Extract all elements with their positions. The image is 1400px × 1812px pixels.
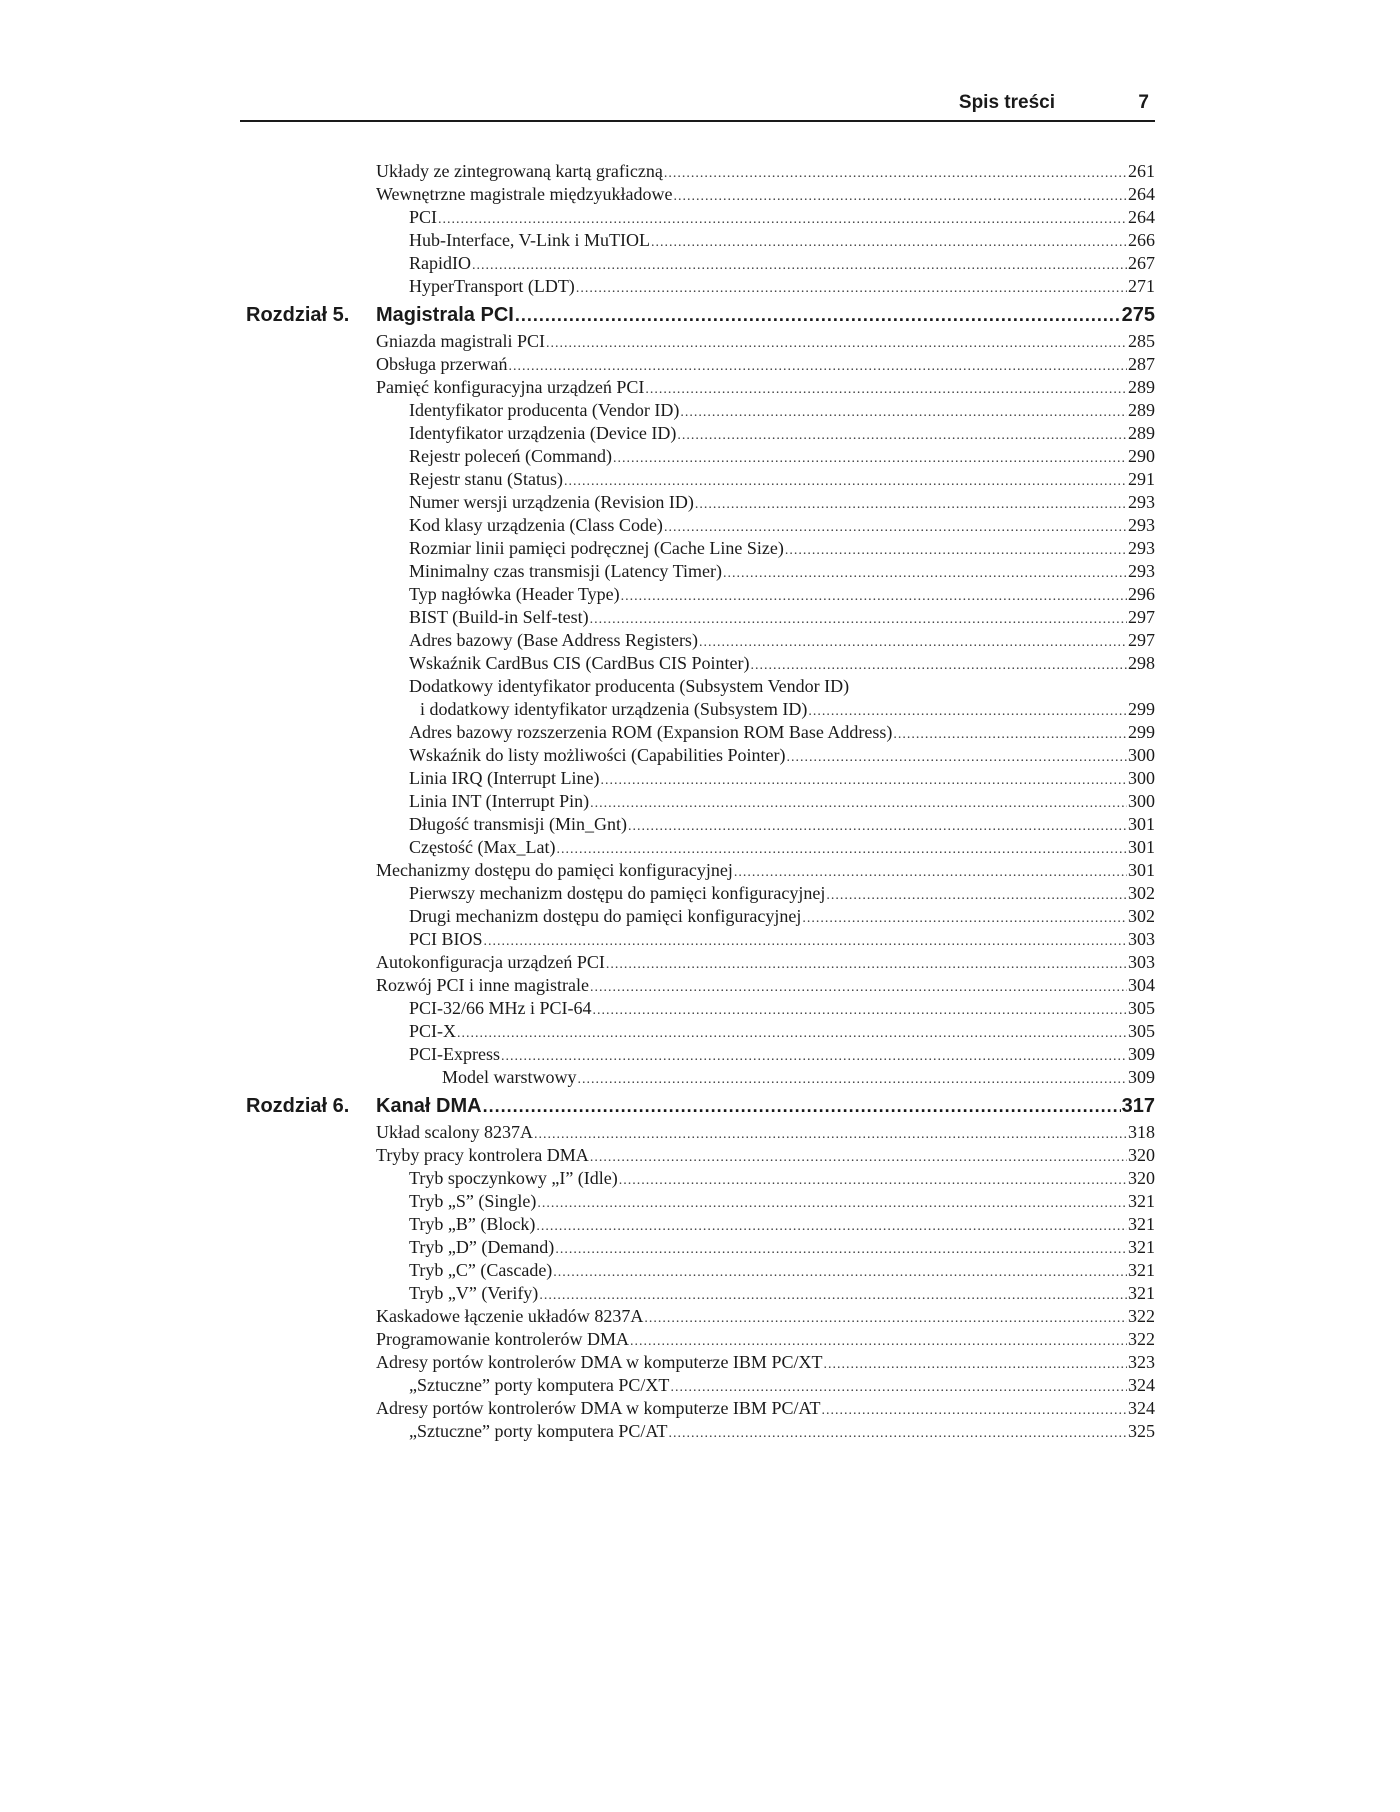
dot-leader [893, 723, 1127, 746]
toc-entry [240, 1144, 1155, 1167]
dot-leader [668, 1422, 1127, 1445]
toc-entry-title: Typ nagłówka (Header Type) [409, 584, 620, 604]
toc-entry [240, 836, 1155, 859]
toc-entry-title: Hub-Interface, V-Link i MuTIOL [409, 230, 650, 250]
toc-entry-title: Długość transmisji (Min_Gnt) [409, 814, 627, 834]
toc-entry [240, 974, 1155, 997]
dot-leader [536, 1215, 1127, 1238]
toc-entry-page: 301 [1128, 837, 1155, 857]
toc-entry [240, 790, 1155, 813]
toc-entry-title: i dodatkowy identyfikator urządzenia (Subsystem ID) [420, 699, 808, 719]
toc-entry [240, 229, 1155, 252]
toc-entry [240, 1043, 1155, 1066]
toc-entry-title: BIST (Build-in Self-test) [409, 607, 589, 627]
dot-leader [508, 355, 1127, 378]
dot-leader [695, 493, 1127, 516]
toc-entry-page: 264 [1128, 207, 1155, 227]
dot-leader [515, 300, 1121, 330]
toc-entry [240, 629, 1155, 652]
dot-leader [785, 539, 1127, 562]
dot-leader [600, 769, 1127, 792]
dot-leader [539, 1284, 1127, 1307]
toc-entry-title: Rozmiar linii pamięci podręcznej (Cache Line Size) [409, 538, 784, 558]
toc-entry-title: Wskaźnik do listy możliwości (Capabilities Pointer) [409, 745, 786, 765]
dot-leader [808, 700, 1127, 723]
toc-entry-page: 320 [1128, 1168, 1155, 1188]
dot-leader [680, 401, 1127, 424]
toc-entry-title: Tryb „C” (Cascade) [409, 1260, 553, 1280]
dot-leader [555, 1238, 1127, 1261]
toc-entry [240, 583, 1155, 606]
toc-entry-page: 325 [1128, 1421, 1155, 1441]
toc-entry [240, 905, 1155, 928]
toc-entry-title: Częstość (Max_Lat) [409, 837, 556, 857]
toc-entry-title: Tryb spoczynkowy „I” (Idle) [409, 1168, 618, 1188]
toc-entry [240, 1213, 1155, 1236]
toc-entry-title: Magistrala PCI [376, 304, 514, 326]
toc-entry [240, 652, 1155, 675]
toc-entry-title: Minimalny czas transmisji (Latency Timer) [409, 561, 722, 581]
toc-entry-title: PCI-32/66 MHz i PCI-64 [409, 998, 592, 1018]
toc-entry [240, 1305, 1155, 1328]
dot-leader [734, 861, 1127, 884]
toc-entry-title: Programowanie kontrolerów DMA [376, 1329, 629, 1349]
toc-entry-page: 309 [1128, 1067, 1155, 1087]
toc-entry-title: Wskaźnik CardBus CIS (CardBus CIS Pointer) [409, 653, 750, 673]
toc-entry [240, 813, 1155, 836]
toc-entry-page: 321 [1128, 1237, 1155, 1257]
toc-entry-page: 264 [1128, 184, 1155, 204]
toc-entry-title: Numer wersji urządzenia (Revision ID) [409, 492, 694, 512]
toc-entry-page: 289 [1128, 400, 1155, 420]
toc-entry [240, 206, 1155, 229]
toc-entry-title: PCI-Express [409, 1044, 500, 1064]
toc-entry [240, 698, 1155, 721]
dot-leader [619, 1169, 1127, 1192]
toc-entry [240, 560, 1155, 583]
toc-entry [240, 882, 1155, 905]
header-page-number: 7 [1138, 92, 1149, 113]
toc-entry-title: Pamięć konfiguracyjna urządzeń PCI [376, 377, 645, 397]
toc-entry-title: Pierwszy mechanizm dostępu do pamięci konfiguracyjnej [409, 883, 826, 903]
toc-entry [240, 491, 1155, 514]
dot-leader [723, 562, 1127, 585]
toc-entry-title: Rejestr poleceń (Command) [409, 446, 612, 466]
toc-entry [240, 399, 1155, 422]
toc-entry [240, 1236, 1155, 1259]
running-header [240, 90, 1155, 122]
toc-entry [240, 468, 1155, 491]
toc-entry-title: Układy ze zintegrowaną kartą graficzną [376, 161, 663, 181]
dot-leader [537, 1192, 1127, 1215]
chapter-label: Rozdział 5. [246, 304, 350, 326]
toc-entry-title: Adresy portów kontrolerów DMA w komputerze IBM PC/AT [376, 1398, 821, 1418]
toc-entry-page: 322 [1128, 1329, 1155, 1349]
dot-leader [664, 162, 1127, 185]
toc-entry-page: 299 [1128, 699, 1155, 719]
dot-leader [472, 254, 1127, 277]
dot-leader [750, 654, 1127, 677]
toc-entry-page: 289 [1128, 377, 1155, 397]
toc-entry [240, 1121, 1155, 1144]
toc-entry-title: Tryb „S” (Single) [409, 1191, 537, 1211]
toc-chapter-entry [240, 1091, 1155, 1121]
toc-entry-page: 324 [1128, 1398, 1155, 1418]
toc-entry-title: „Sztuczne” porty komputera PC/XT [409, 1375, 670, 1395]
dot-leader [821, 1399, 1127, 1422]
dot-leader [630, 1330, 1127, 1353]
toc-entry-page: 300 [1128, 791, 1155, 811]
toc-entry [240, 1190, 1155, 1213]
dot-leader [670, 1376, 1127, 1399]
dot-leader [564, 470, 1127, 493]
dot-leader [546, 332, 1127, 355]
toc-entry [240, 330, 1155, 353]
dot-leader [457, 1022, 1127, 1045]
dot-leader [628, 815, 1127, 838]
toc-entry [240, 675, 1155, 698]
toc-entry-page: 301 [1128, 860, 1155, 880]
toc-entry [240, 767, 1155, 790]
toc-entry-page: 304 [1128, 975, 1155, 995]
toc-entry-page: 323 [1128, 1352, 1155, 1372]
toc-entry-title: „Sztuczne” porty komputera PC/AT [409, 1421, 668, 1441]
toc-entry-title: Rozwój PCI i inne magistrale [376, 975, 589, 995]
dot-leader [823, 1353, 1127, 1376]
toc-entry-page: 299 [1128, 722, 1155, 742]
toc-entry [240, 376, 1155, 399]
chapter-label: Rozdział 6. [246, 1095, 350, 1117]
dot-leader [556, 838, 1127, 861]
toc-entry [240, 1420, 1155, 1443]
toc-entry-page: 290 [1128, 446, 1155, 466]
toc-entry [240, 1167, 1155, 1190]
toc-entry-page: 303 [1128, 952, 1155, 972]
toc-entry-page: 305 [1128, 1021, 1155, 1041]
toc-entry [240, 1259, 1155, 1282]
dot-leader [613, 447, 1127, 470]
toc-entry-title: Kod klasy urządzenia (Class Code) [409, 515, 663, 535]
toc-entry-title: Kaskadowe łączenie układów 8237A [376, 1306, 644, 1326]
toc-entry-page: 296 [1128, 584, 1155, 604]
toc-entry-title: Tryb „B” (Block) [409, 1214, 536, 1234]
toc-entry [240, 951, 1155, 974]
toc-entry-page: 293 [1128, 538, 1155, 558]
toc-entry-page: 309 [1128, 1044, 1155, 1064]
toc-entry-title: Wewnętrzne magistrale międzyukładowe [376, 184, 673, 204]
toc-entry-page: 271 [1128, 276, 1155, 296]
dot-leader [786, 746, 1127, 769]
toc-entry [240, 275, 1155, 298]
toc-entry-page: 322 [1128, 1306, 1155, 1326]
toc-entry-page: 300 [1128, 745, 1155, 765]
toc-entry-title: Drugi mechanizm dostępu do pamięci konfiguracyjnej [409, 906, 802, 926]
dot-leader [577, 1068, 1127, 1091]
toc-entry [240, 1328, 1155, 1351]
toc-entry-title: Kanał DMA [376, 1095, 482, 1117]
toc-entry [240, 1282, 1155, 1305]
toc-entry-title: Mechanizmy dostępu do pamięci konfiguracyjnej [376, 860, 733, 880]
toc-entry-page: 289 [1128, 423, 1155, 443]
toc-entry [240, 1066, 1155, 1089]
dot-leader [534, 1123, 1127, 1146]
toc-entry-page: 297 [1128, 630, 1155, 650]
dot-leader [673, 185, 1127, 208]
toc-entry-title: Autokonfiguracja urządzeń PCI [376, 952, 605, 972]
dot-leader [593, 999, 1127, 1022]
dot-leader [699, 631, 1127, 654]
toc-entry-title: HyperTransport (LDT) [409, 276, 575, 296]
toc-entry-title: Tryby pracy kontrolera DMA [376, 1145, 589, 1165]
dot-leader [802, 907, 1127, 930]
dot-leader [606, 953, 1127, 976]
dot-leader [590, 608, 1127, 631]
toc-entry [240, 422, 1155, 445]
dot-leader [651, 231, 1127, 254]
dot-leader [590, 976, 1127, 999]
toc-entry-page: 302 [1128, 883, 1155, 903]
toc-entry-page: 293 [1128, 561, 1155, 581]
toc-entry-page: 266 [1128, 230, 1155, 250]
toc-entry-page: 324 [1128, 1375, 1155, 1395]
dot-leader [590, 1146, 1127, 1169]
toc-entry [240, 1351, 1155, 1374]
toc-entry [240, 445, 1155, 468]
toc-entry-page: 297 [1128, 607, 1155, 627]
dot-leader [826, 884, 1127, 907]
toc-entry-title: Linia IRQ (Interrupt Line) [409, 768, 600, 788]
toc-entry [240, 1374, 1155, 1397]
toc-entry-page: 321 [1128, 1260, 1155, 1280]
toc-entry [240, 1020, 1155, 1043]
toc-entry [240, 997, 1155, 1020]
toc-entry-title: PCI [409, 207, 438, 227]
toc-entry-title: Obsługa przerwań [376, 354, 508, 374]
dot-leader [621, 585, 1127, 608]
dot-leader [484, 930, 1127, 953]
toc-entry-page: 293 [1128, 492, 1155, 512]
toc-entry-title: PCI BIOS [409, 929, 483, 949]
toc-entry-page: 293 [1128, 515, 1155, 535]
dot-leader [590, 792, 1127, 815]
toc-entry-page: 318 [1128, 1122, 1155, 1142]
toc-entry [240, 353, 1155, 376]
toc-entry [240, 606, 1155, 629]
toc-entry [240, 252, 1155, 275]
toc-entry-title: Tryb „D” (Demand) [409, 1237, 555, 1257]
header-title: Spis treści [958, 92, 1055, 113]
toc-entry-title: Układ scalony 8237A [376, 1122, 533, 1142]
toc-entry [240, 514, 1155, 537]
toc-entry-title: Identyfikator producenta (Vendor ID) [409, 400, 680, 420]
toc-chapter-entry [240, 300, 1155, 330]
toc-entry-page: 321 [1128, 1214, 1155, 1234]
toc-entry-page: 267 [1128, 253, 1155, 273]
toc-entry [240, 721, 1155, 744]
toc-entry-title: PCI-X [409, 1021, 457, 1041]
dot-leader [438, 208, 1127, 231]
toc-entry-page: 320 [1128, 1145, 1155, 1165]
table-of-contents [240, 160, 1155, 1443]
toc-entry-page: 261 [1128, 161, 1155, 181]
toc-entry [240, 537, 1155, 560]
toc-entry-page: 321 [1128, 1191, 1155, 1211]
toc-entry-title: Model warstwowy [442, 1067, 577, 1087]
dot-leader [553, 1261, 1127, 1284]
toc-entry-page: 298 [1128, 653, 1155, 673]
toc-entry-page: 302 [1128, 906, 1155, 926]
toc-entry-title: Rejestr stanu (Status) [409, 469, 563, 489]
toc-entry [240, 183, 1155, 206]
toc-entry-page: 317 [1121, 1095, 1155, 1117]
toc-entry [240, 160, 1155, 183]
toc-entry-title: Adresy portów kontrolerów DMA w komputerze IBM PC/XT [376, 1352, 823, 1372]
dot-leader [483, 1091, 1121, 1121]
dot-leader [645, 378, 1127, 401]
toc-entry-page: 321 [1128, 1283, 1155, 1303]
dot-leader [576, 277, 1127, 300]
toc-entry [240, 1397, 1155, 1420]
toc-entry [240, 928, 1155, 951]
toc-entry-title: Adres bazowy rozszerzenia ROM (Expansion ROM Base Address) [409, 722, 893, 742]
toc-entry-title: Linia INT (Interrupt Pin) [409, 791, 590, 811]
toc-entry-page: 305 [1128, 998, 1155, 1018]
toc-entry-page: 285 [1128, 331, 1155, 351]
toc-entry-page: 287 [1128, 354, 1155, 374]
toc-entry [240, 744, 1155, 767]
toc-entry-page: 301 [1128, 814, 1155, 834]
toc-entry-title: RapidIO [409, 253, 471, 273]
toc-entry-page: 291 [1128, 469, 1155, 489]
dot-leader [664, 516, 1127, 539]
toc-entry [240, 859, 1155, 882]
dot-leader [501, 1045, 1127, 1068]
dot-leader [644, 1307, 1127, 1330]
toc-entry-page: 300 [1128, 768, 1155, 788]
toc-entry-title: Identyfikator urządzenia (Device ID) [409, 423, 677, 443]
toc-entry-title: Gniazda magistrali PCI [376, 331, 545, 351]
toc-entry-page: 303 [1128, 929, 1155, 949]
toc-entry-title: Dodatkowy identyfikator producenta (Subsystem Vendor ID) [409, 676, 850, 696]
toc-entry-title: Adres bazowy (Base Address Registers) [409, 630, 698, 650]
toc-entry-page: 275 [1121, 304, 1155, 326]
dot-leader [677, 424, 1127, 447]
toc-entry-title: Tryb „V” (Verify) [409, 1283, 539, 1303]
